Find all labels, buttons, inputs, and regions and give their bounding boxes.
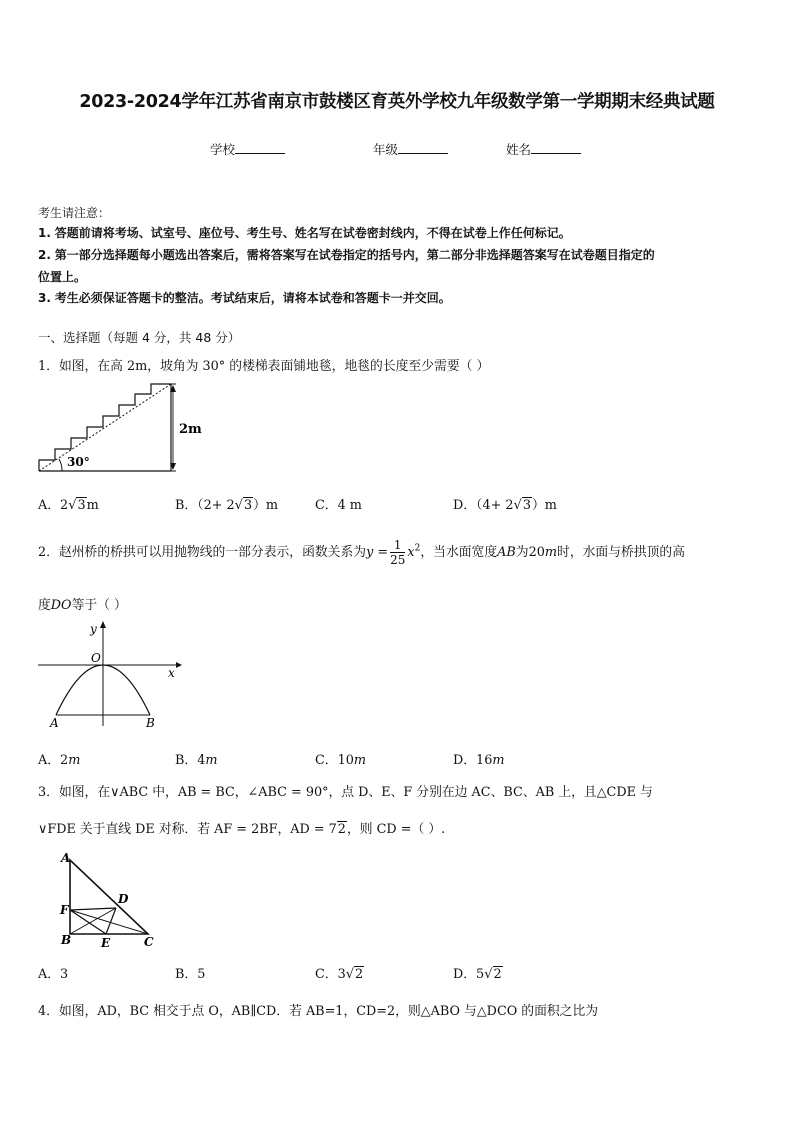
q2-b-label: B — [146, 716, 155, 730]
q2-a-label: A — [50, 716, 59, 730]
q2-o-label: O — [91, 651, 101, 665]
q2-stem-line2: 度DO等于（ ） — [38, 598, 127, 613]
q2-option-a: A．2m — [38, 753, 81, 768]
q3-a-label: A — [61, 851, 71, 865]
q3-triangle-figure — [56, 850, 166, 952]
q1-stem: 1．如图，在高 2m，坡角为 30° 的楼梯表面铺地毯，地毯的长度至少需要（ ） — [38, 359, 490, 374]
q3-b-label: B — [61, 933, 72, 947]
q3-d-label: D — [118, 892, 129, 906]
note-1-text: 答题前请将考场、试室号、座位号、考生号、姓名写在试卷密封线内，不得在试卷上作任何标记。 — [54, 226, 571, 240]
note-2-text: 第一部分选择题每小题选出答案后，需将答案写在试卷指定的括号内，第二部分非选择题答案写在试卷题目指定的 — [54, 248, 655, 262]
grade-blank — [398, 141, 448, 154]
note-1: 1. 答题前请将考场、试室号、座位号、考生号、姓名写在试卷密封线内，不得在试卷上作任何标记。 — [38, 226, 571, 240]
grade-label: 年级 — [373, 142, 399, 157]
name-blank — [531, 141, 581, 154]
q2-y-label: y — [90, 622, 97, 636]
school-label: 学校 — [210, 142, 236, 157]
note-2-cont: 位置上。 — [38, 270, 87, 284]
q2-parabola-figure — [36, 618, 186, 730]
q1-option-c: C．4 m — [315, 498, 362, 513]
q3-f-label: F — [60, 903, 69, 917]
section-heading: 一、选择题（每题 4 分，共 48 分） — [38, 330, 241, 345]
q3-stem-line2: ∨FDE 关于直线 DE 对称．若 AF = 2BF，AD = 72，则 CD =（ ）. — [38, 822, 446, 837]
q1-height-label: 2m — [179, 422, 202, 437]
q2-option-b: B．4m — [175, 753, 218, 768]
q3-option-d: D．5√2 — [453, 967, 502, 982]
q1-option-a: A．2√3m — [38, 498, 99, 513]
name-label: 姓名 — [506, 142, 532, 157]
q2-stem-line1: 2．赵州桥的桥拱可以用抛物线的一部分表示，函数关系为y = $\frac{1}{25}$ $x^2$，当水面宽度AB为20m时，水面与桥拱顶的高 — [38, 538, 685, 567]
q3-option-a: A．3 — [38, 967, 69, 982]
q3-c-label: C — [144, 935, 154, 949]
notes-heading: 考生请注意： — [38, 206, 111, 220]
note-2: 2. 第一部分选择题每小题选出答案后，需将答案写在试卷指定的括号内，第二部分非选择题答案写在试卷题目指定的 — [38, 248, 655, 262]
q2-x-label: x — [168, 666, 175, 680]
q3-stem-line1: 3．如图，在∨ABC 中，AB = BC，∠ABC = 90°，点 D、E、F 分别在边 AC、BC、AB 上，且△CDE 与 — [38, 785, 653, 800]
q3-option-b: B．5 — [175, 967, 206, 982]
q3-e-label: E — [101, 936, 111, 950]
note-3: 3. 考生必须保证答题卡的整洁。考试结束后，请将本试卷和答题卡一并交回。 — [38, 291, 451, 305]
school-field — [210, 140, 285, 158]
grade-field — [373, 140, 448, 158]
school-blank — [235, 141, 285, 154]
name-field — [506, 140, 581, 158]
q4-stem: 4．如图，AD，BC 相交于点 O，AB∥CD．若 AB=1，CD=2，则△ABO 与△DCO 的面积之比为 — [38, 1004, 599, 1019]
note-3-text: 考生必须保证答题卡的整洁。考试结束后，请将本试卷和答题卡一并交回。 — [54, 291, 451, 305]
q1-angle-label: 30° — [67, 455, 90, 469]
q1-option-b: B．（2+ 2√3）m — [175, 498, 279, 513]
q1-stair-figure — [36, 382, 216, 476]
q2-fraction: $\frac{1}{25}$ — [390, 538, 406, 567]
q3-option-c: C．3√2 — [315, 967, 364, 982]
page-title: 2023-2024学年江苏省南京市鼓楼区育英外学校九年级数学第一学期期末经典试题 — [79, 92, 715, 112]
q2-option-d: D．16m — [453, 753, 505, 768]
q1-option-d: D．（4+ 2√3）m — [453, 498, 557, 513]
q2-option-c: C．10m — [315, 753, 367, 768]
